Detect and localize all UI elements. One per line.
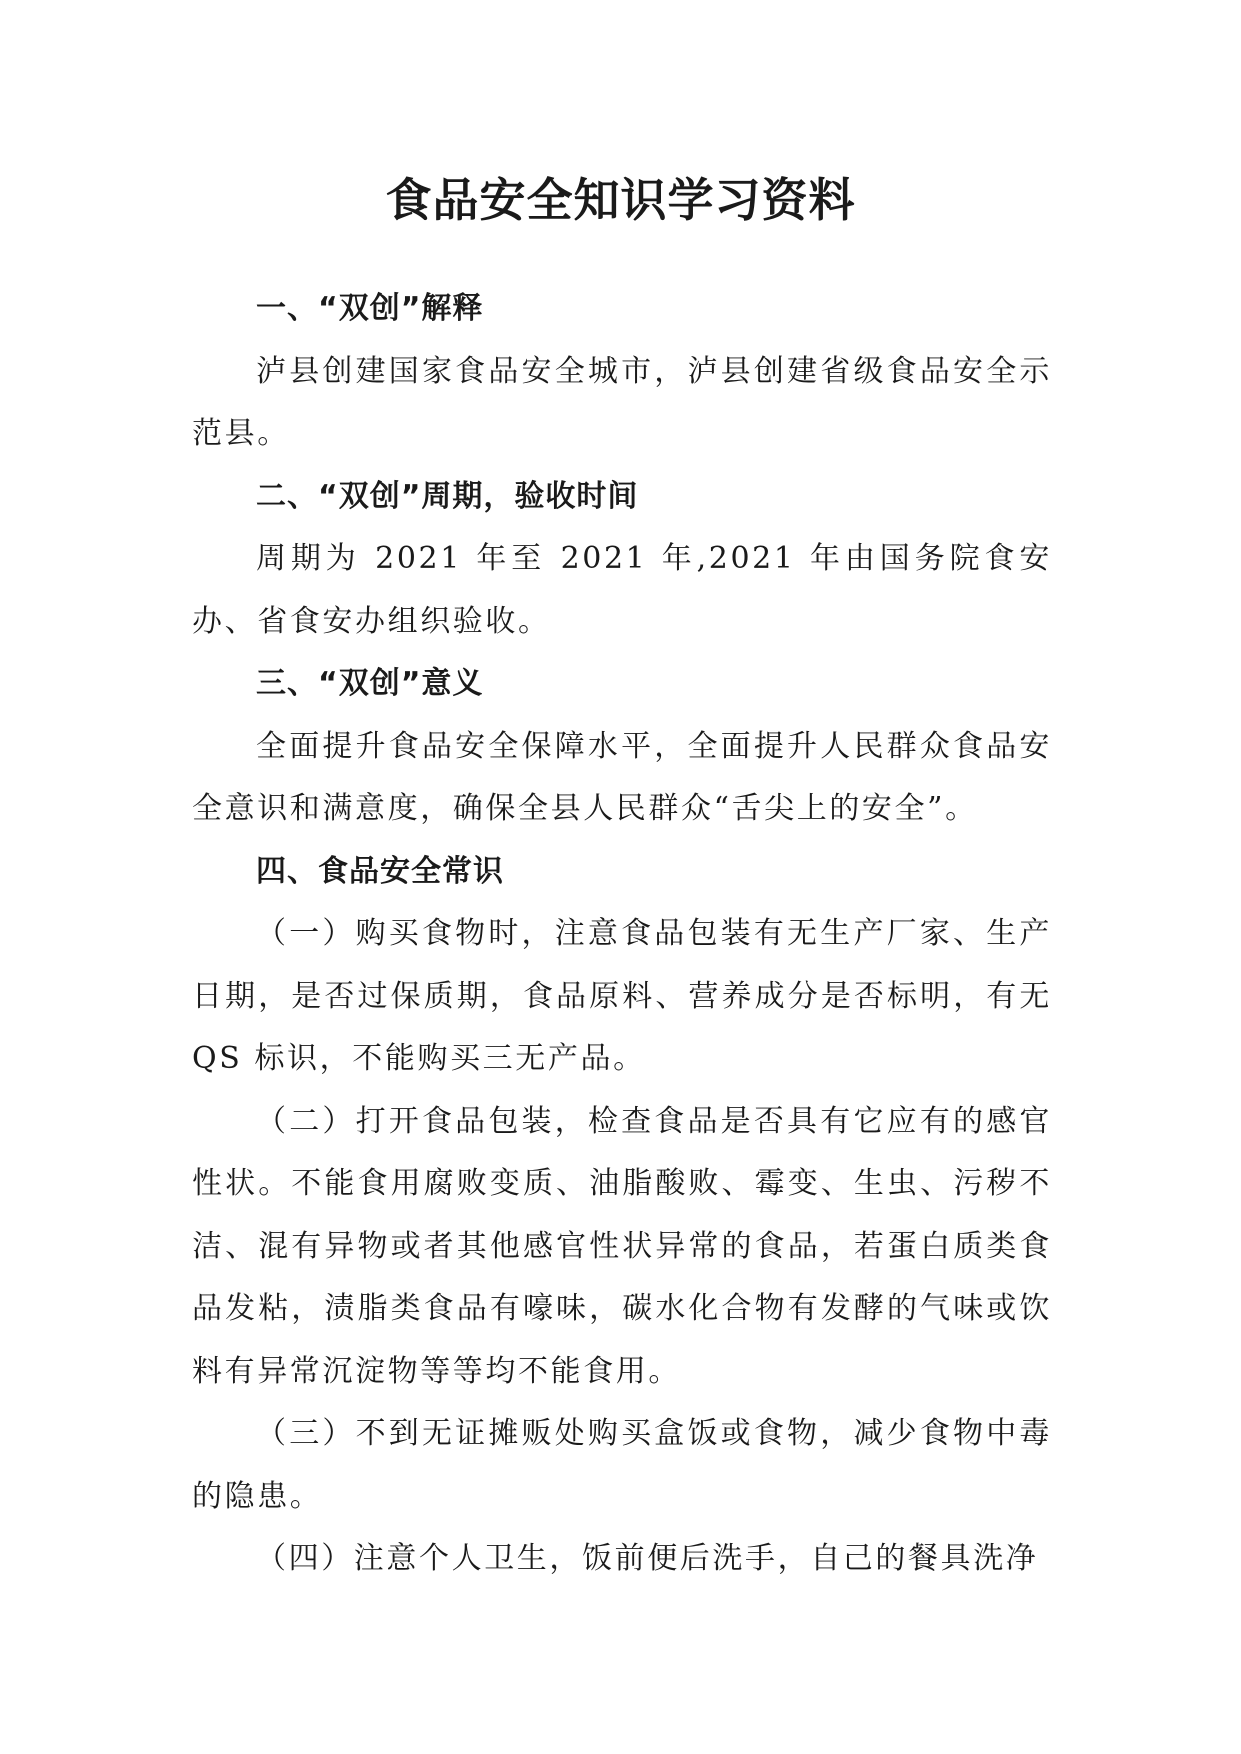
- document-body: [192, 278, 1052, 1591]
- paragraph: 泸县创建国家食品安全城市，泸县创建省级食品安全示范县。: [192, 353, 1052, 451]
- section-heading: 二、“双创”周期，验收时间: [256, 478, 639, 514]
- section-heading: 四、食品安全常识: [256, 853, 504, 889]
- section-heading: 三、“双创”意义: [256, 666, 484, 701]
- paragraph: （三）不到无证摊贩处购买盒饭或食物，减少食物中毒的隐患。: [192, 1416, 1052, 1514]
- section-heading: 一、“双创”解释: [256, 291, 484, 326]
- paragraph: （二）打开食品包装，检查食品是否具有它应有的感官性状。不能食用腐败变质、油脂酸败、霉变、生虫、污秽不洁、混有异物或者其他感官性状异常的食品，若蛋白质类食品发粘，渍脂类食品有嚎味，碳水化合物有发酵的气味或饮料有异常沉淀物等等均不能食用。: [192, 1103, 1052, 1389]
- document-title: 食品安全知识学习资料: [385, 173, 856, 227]
- paragraph: （一）购买食物时，注意食品包装有无生产厂家、生产日期，是否过保质期，食品原料、营养成分是否标明，有无 QS 标识，不能购买三无产品。: [192, 916, 1052, 1076]
- paragraph: （四）注意个人卫生，饭前便后洗手，自己的餐具洗净: [256, 1541, 1039, 1576]
- paragraph: 全面提升食品安全保障水平，全面提升人民群众食品安全意识和满意度，确保全县人民群众“舌尖上的安全”。: [192, 728, 1052, 826]
- paragraph: 周期为 2021 年至 2021 年,2021 年由国务院食安办、省食安办组织验收。: [192, 541, 1052, 639]
